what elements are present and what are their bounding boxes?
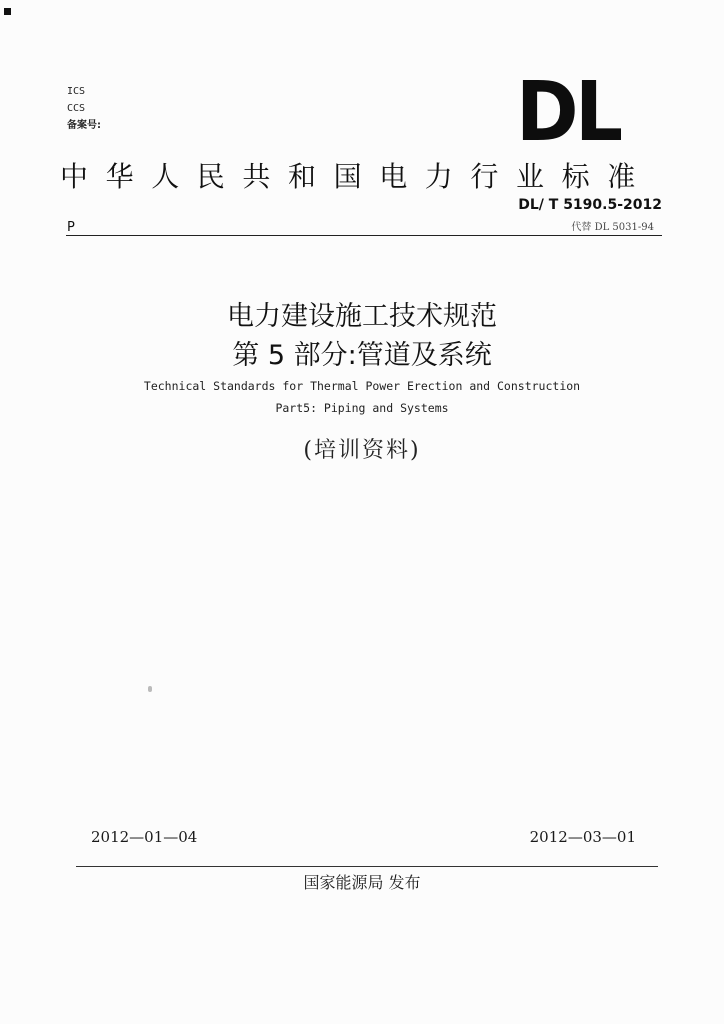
issue-date: 2012—01—04: [91, 828, 198, 846]
scan-speck: [148, 686, 152, 692]
replaces-standard: 代替 DL 5031-94: [571, 222, 654, 233]
ics-label: ICS: [67, 86, 86, 97]
document-subtitle: 第 5 部分:管道及系统: [232, 340, 492, 371]
english-title: Technical Standards for Thermal Power Erection and Construction: [143, 379, 581, 393]
record-number-label: 备案号:: [67, 120, 101, 131]
dl-logo: DL: [516, 65, 620, 160]
document-title: 电力建设施工技术规范: [227, 301, 497, 332]
classification-code: P: [67, 220, 75, 235]
publisher: 国家能源局 发布: [303, 873, 421, 892]
scan-corner-mark: [4, 8, 11, 15]
footer-divider: [76, 866, 658, 867]
ccs-label: CCS: [67, 103, 86, 114]
english-subtitle: Part5: Piping and Systems: [275, 401, 449, 415]
implementation-date: 2012—03—01: [529, 828, 636, 846]
standard-category-title: 中华人民共和国电力行业标准: [60, 160, 653, 193]
training-material-note: (培训资料): [303, 438, 421, 463]
header-divider: [66, 235, 662, 236]
standard-number: DL/ T 5190.5-2012: [518, 197, 662, 213]
